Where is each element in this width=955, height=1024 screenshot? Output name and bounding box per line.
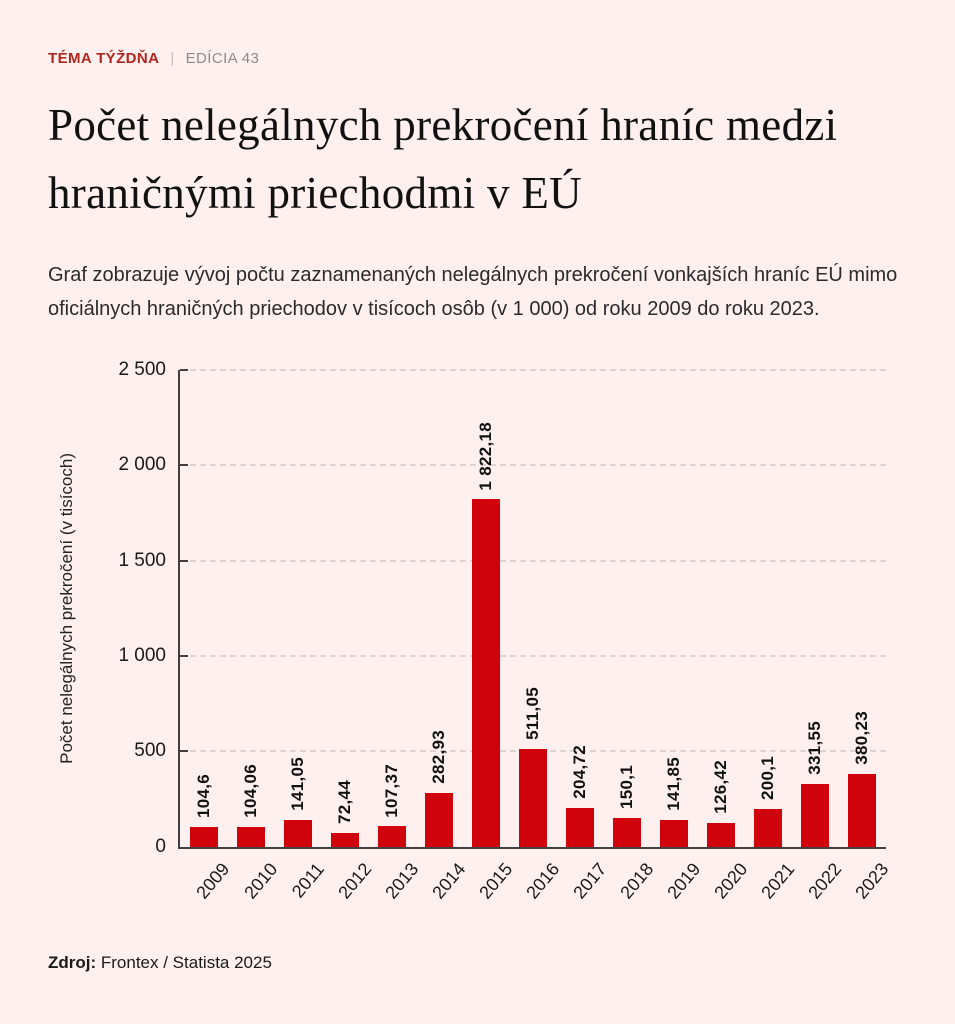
x-tick-label-2012: 2012 bbox=[333, 858, 376, 903]
bar-value-label: 150,1 bbox=[617, 765, 637, 810]
bar-value-label: 1 822,18 bbox=[475, 421, 495, 491]
x-tick-label-2013: 2013 bbox=[381, 858, 423, 903]
y-tick-label: 0 bbox=[155, 835, 166, 857]
bar-2021 bbox=[754, 809, 782, 847]
x-tick-label-2011: 2011 bbox=[287, 858, 328, 902]
y-tick-label: 2 500 bbox=[118, 358, 166, 380]
x-tick-label-2020: 2020 bbox=[710, 858, 752, 903]
bar-slot-2010 bbox=[227, 370, 281, 903]
x-tick-label-2018: 2018 bbox=[616, 858, 658, 903]
plot-area bbox=[178, 370, 893, 903]
bar-slot-2017 bbox=[557, 370, 611, 903]
bar-chart bbox=[48, 358, 907, 903]
bar-slot-2022 bbox=[792, 370, 846, 903]
x-tick-label-2017: 2017 bbox=[569, 858, 611, 903]
bar-value-label: 204,72 bbox=[570, 744, 590, 799]
bar-2019 bbox=[660, 820, 688, 847]
y-axis-title-column bbox=[48, 370, 86, 847]
x-tick-label-2014: 2014 bbox=[428, 858, 470, 903]
bar-2014 bbox=[425, 793, 453, 847]
y-tick-label: 500 bbox=[134, 740, 166, 762]
x-tick-label-2009: 2009 bbox=[192, 858, 234, 903]
y-axis-title: Počet nelegálnych prekročení (v tisícoch) bbox=[57, 452, 76, 764]
bar-2022 bbox=[801, 784, 829, 847]
bar-slot-2023 bbox=[839, 370, 893, 903]
bar-slot-2020 bbox=[698, 370, 752, 903]
bar-2012 bbox=[331, 833, 359, 847]
bar-2017 bbox=[566, 808, 594, 847]
x-tick-label-2023: 2023 bbox=[851, 858, 893, 903]
bar-2020 bbox=[707, 823, 735, 847]
page-title: Počet nelegálnych prekročení hraníc medzi hraničnými priechodmi v EÚ bbox=[48, 100, 838, 219]
y-tick-label: 2 000 bbox=[118, 454, 166, 476]
bar-value-label: 141,85 bbox=[664, 756, 684, 811]
bar-2013 bbox=[378, 826, 406, 846]
bar-value-label: 511,05 bbox=[522, 687, 542, 741]
bar-2016 bbox=[519, 749, 547, 847]
bar-value-label: 141,05 bbox=[287, 757, 307, 811]
bar-slot-2011 bbox=[274, 370, 328, 902]
bar-value-label: 72,44 bbox=[334, 779, 354, 824]
bar-slot-2012 bbox=[321, 370, 376, 903]
source-line bbox=[48, 953, 907, 973]
bar-2015 bbox=[472, 499, 500, 847]
page-subtitle: Graf zobrazuje vývoj počtu zaznamenaných nelegálnych prekročení vonkajších hraníc EÚ mimo oficiálnych hraničných priechodov v tisícoch osôb (v 1 000) od roku 2009 do roku 2023. bbox=[48, 263, 898, 320]
x-tick-label-2015: 2015 bbox=[475, 858, 517, 903]
bar-slot-2009 bbox=[180, 370, 234, 903]
source-label: Zdroj: bbox=[48, 952, 97, 972]
bar-value-label: 126,42 bbox=[711, 759, 731, 814]
bar-2010 bbox=[237, 827, 265, 847]
kicker bbox=[48, 50, 907, 67]
x-tick-label-2019: 2019 bbox=[663, 858, 705, 903]
kicker-separator: | bbox=[170, 50, 175, 67]
x-tick-label-2010: 2010 bbox=[239, 858, 281, 903]
bar-value-label: 380,23 bbox=[852, 711, 872, 766]
bar-value-label: 107,37 bbox=[381, 763, 401, 818]
bar-value-label: 104,06 bbox=[240, 764, 260, 818]
bar-2023 bbox=[848, 774, 876, 847]
kicker-topic: TÉMA TÝŽDŇA bbox=[48, 50, 160, 67]
bar-slot-2013 bbox=[368, 370, 423, 903]
x-tick-label-2022: 2022 bbox=[804, 858, 846, 903]
bar-2009 bbox=[190, 827, 218, 847]
bar-slot-2021 bbox=[745, 370, 799, 903]
bar-slot-2019 bbox=[651, 370, 705, 903]
y-tick-label: 1 000 bbox=[118, 644, 166, 666]
bar-value-label: 331,55 bbox=[805, 720, 825, 775]
bar-slot-2015 bbox=[462, 370, 517, 903]
source-text: Frontex / Statista 2025 bbox=[96, 952, 272, 972]
kicker-edition: EDÍCIA 43 bbox=[185, 50, 260, 67]
bar-2018 bbox=[613, 818, 641, 847]
bar-value-label: 104,6 bbox=[193, 773, 213, 818]
y-axis-tick-labels bbox=[86, 358, 178, 857]
bar-slot-2018 bbox=[604, 370, 658, 903]
y-tick-label: 1 500 bbox=[118, 549, 166, 571]
bar-2011 bbox=[284, 820, 312, 847]
bar-slot-2014 bbox=[415, 370, 470, 903]
bar-value-label: 200,1 bbox=[758, 755, 778, 800]
x-tick-label-2021: 2021 bbox=[757, 858, 799, 903]
bar-value-label: 282,93 bbox=[428, 730, 448, 784]
bar-slot-2016 bbox=[509, 370, 564, 903]
x-tick-label-2016: 2016 bbox=[522, 858, 564, 903]
